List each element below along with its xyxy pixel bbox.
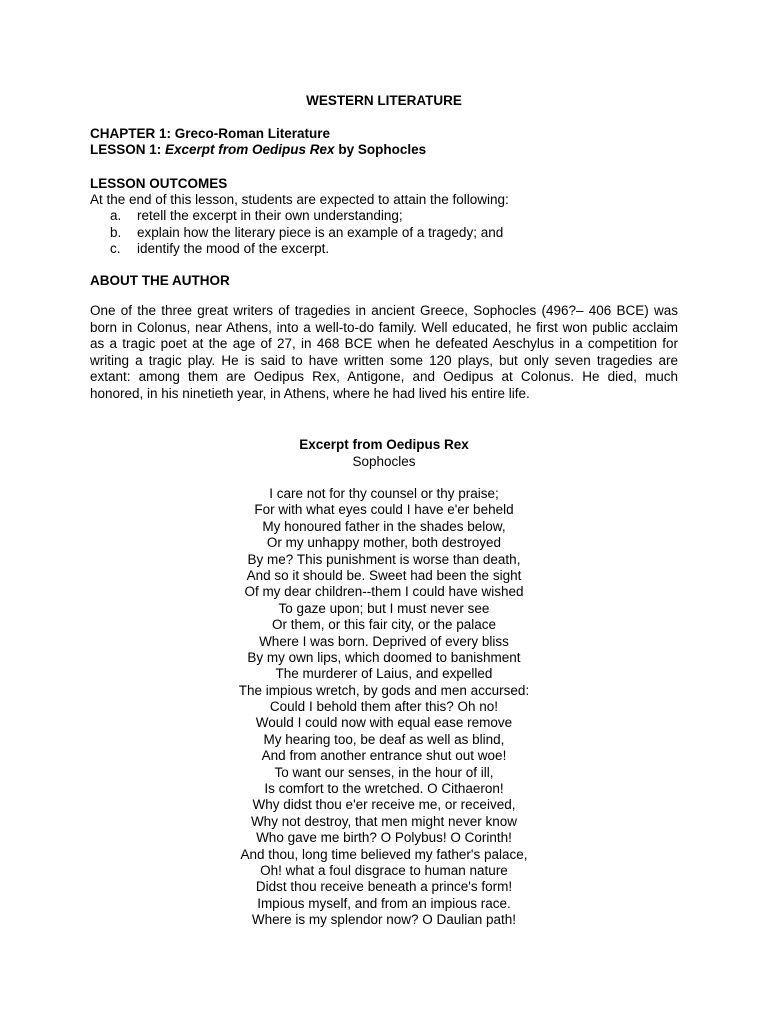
poem-line: Where I was born. Deprived of every bliss [259,633,509,649]
lesson-title: Excerpt from Oedipus Rex [165,142,335,157]
poem-line: The impious wretch, by gods and men accursed: [238,682,530,698]
outcome-item [110,208,503,225]
poem-line: Or my unhappy mother, both destroyed [266,535,502,551]
about-author-heading: ABOUT THE AUTHOR [90,273,230,288]
poem-line: Could I behold them after this? Oh no! [269,699,499,715]
poem-line: By my own lips, which doomed to banishment [247,649,521,665]
poem-line: Who gave me birth? O Polybus! O Corinth! [256,830,512,846]
poem-line: And so it should be. Sweet had been the sight [246,567,522,583]
excerpt-title: Excerpt from Oedipus Rex [299,437,469,452]
poem-line: Impious myself, and from an impious race. [257,895,511,911]
poem-line: Didst thou receive beneath a prince's form! [255,879,513,895]
poem-line: Why didst thou e'er receive me, or received, [252,797,516,813]
outcome-item [110,225,503,242]
outcome-marker: c. [110,241,121,256]
poem-line: My honoured father in the shades below, [262,518,506,534]
poem-line: Or them, or this fair city, or the palace [271,617,497,633]
excerpt-author: Sophocles [352,454,416,469]
document-title: WESTERN LITERATURE [306,93,462,108]
poem-line: My hearing too, be deaf as well as blind, [263,731,505,747]
lesson-suffix: by Sophocles [334,142,427,157]
poem-lines [0,486,768,929]
poem-line: Is comfort to the wretched. O Cithaeron! [264,781,504,797]
poem-line: To gaze upon; but I must never see [278,600,490,616]
outcomes-heading: LESSON OUTCOMES [90,176,228,191]
poem-line: Oh! what a foul disgrace to human nature [260,862,508,878]
poem-line: Where is my splendor now? O Daulian path! [251,912,517,928]
outcome-item [110,241,503,258]
poem-line: And thou, long time believed my father's palace, [240,846,528,862]
poem-line: By me? This punishment is worse than death, [247,551,521,567]
lesson-heading [90,142,426,157]
poem-line: And from another entrance shut out woe! [261,748,507,764]
outcome-text: retell the excerpt in their own understanding; [137,208,403,223]
poem-line: Would I could now with equal ease remove [255,715,513,731]
poem-line: The murderer of Laius, and expelled [275,666,493,682]
outcome-marker: b. [110,224,122,240]
outcome-text: explain how the literary piece is an example of a tragedy; and [137,224,504,240]
chapter-heading: CHAPTER 1: Greco-Roman Literature [90,126,331,141]
about-author-paragraph: One of the three great writers of tragedies in ancient Greece, Sophocles (496?– 406 BCE) was born in Colonus, near Athens, into a well-to-do family. Well educated, he first won public acclaim as a tragic poet at the age of 27, in 468 BCE when he defeated Aeschylus in a competition for writing a tragic play. He is said to have written some 120 plays, but only seven tragedies are extant: among them are Oedipus Rex, Antigone, and Oedipus at Colonus. He died, much honored, in his ninetieth year, in Athens, where he had lived his entire life. [90,303,678,401]
poem-line: Why not destroy, that men might never know [250,813,518,829]
poem-line: To want our senses, in the hour of ill, [274,764,494,780]
outcomes-list [110,208,503,258]
outcomes-intro: At the end of this lesson, students are expected to attain the following: [90,192,509,207]
outcome-marker: a. [110,208,122,223]
poem-line: For with what eyes could I have e'er beheld [254,502,514,518]
poem-line: I care not for thy counsel or thy praise; [269,486,499,501]
poem-line: Of my dear children--them I could have wished [244,584,524,600]
lesson-prefix: LESSON 1: [90,142,166,157]
outcome-text: identify the mood of the excerpt. [137,241,330,256]
